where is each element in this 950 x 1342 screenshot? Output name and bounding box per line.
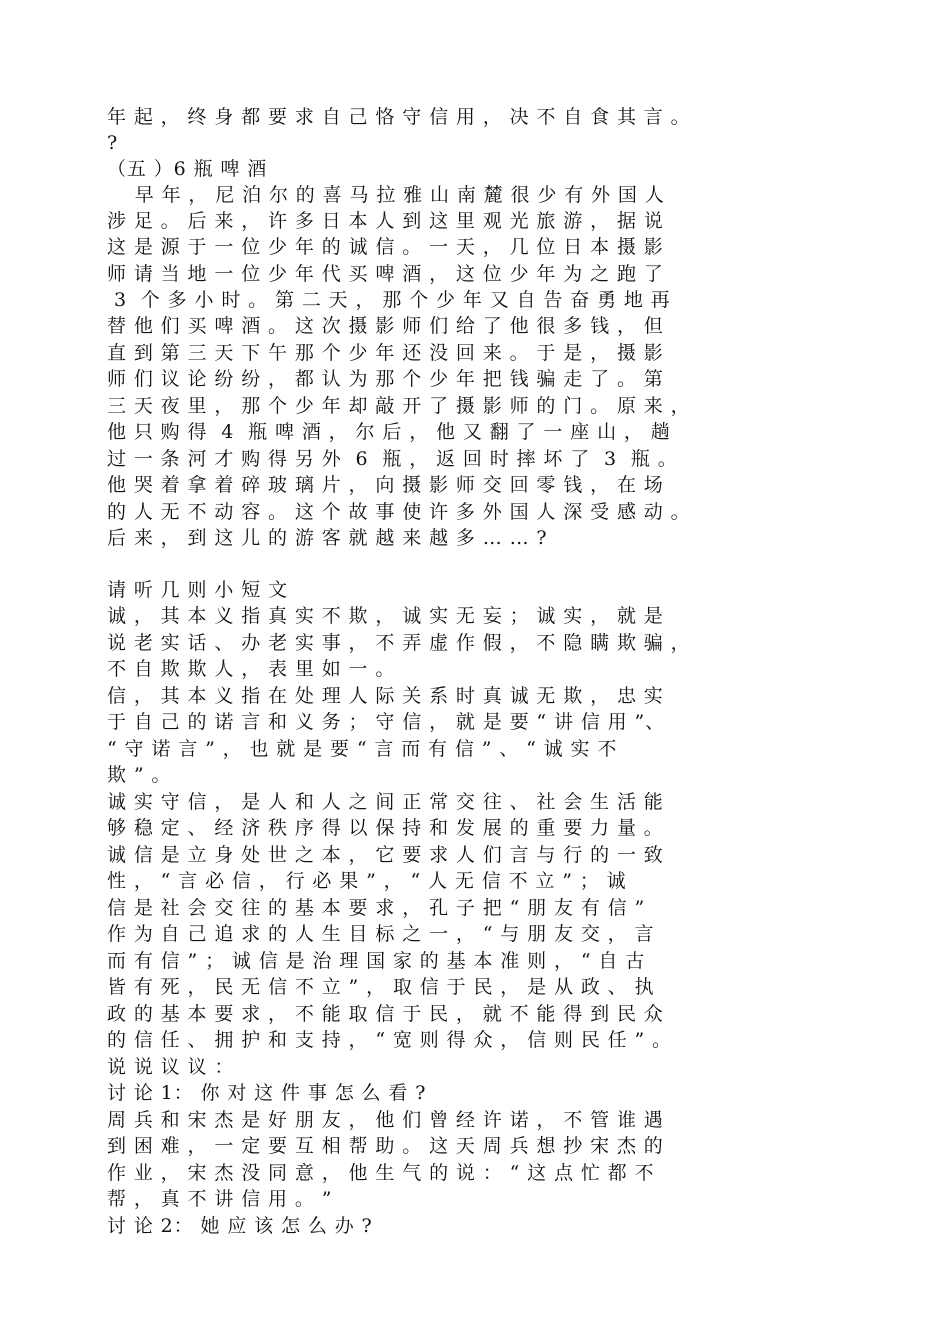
text-line: 这 是 源 于 一 位 少 年 的 诚 信 。 一 天 ， 几 位 日 本 摄 影: [107, 236, 664, 258]
text-line: 信 是 社 会 交 往 的 基 本 要 求 ， 孔 子 把 “ 朋 友 有 信 ”: [107, 897, 646, 919]
section-heading: 说 说 议 议 ：: [107, 1056, 235, 1078]
text-line: 涉 足 。 后 来 ， 许 多 日 本 人 到 这 里 观 光 旅 游 ， 据 说: [107, 210, 664, 232]
text-line: 替 他 们 买 啤 酒 。 这 次 摄 影 师 们 给 了 他 很 多 钱 ， 但: [107, 315, 664, 337]
text-line: 够 稳 定 、 经 济 秩 序 得 以 保 持 和 发 展 的 重 要 力 量 。: [107, 817, 664, 839]
section-heading: 请 听 几 则 小 短 文: [107, 579, 288, 601]
text-line: 皆 有 死 ， 民 无 信 不 立 ” ， 取 信 于 民 ， 是 从 政 、 执: [107, 976, 655, 998]
text-line: 诚 ， 其 本 义 指 真 实 不 欺 ， 诚 实 无 妄 ； 诚 实 ， 就 是: [107, 605, 664, 627]
text-line: 师 请 当 地 一 位 少 年 代 买 啤 酒 ， 这 位 少 年 为 之 跑 了: [107, 263, 664, 285]
text-line: 过 一 条 河 才 购 得 另 外 6 瓶 ， 返 回 时 摔 坏 了 3 瓶 。: [107, 448, 678, 470]
text-line: 三 天 夜 里 ， 那 个 少 年 却 敲 开 了 摄 影 师 的 门 。 原 来 ，: [107, 395, 691, 417]
text-line: “ 守 诺 言 ” ， 也 就 是 要 “ 言 而 有 信 ” 、 “ 诚 实 不: [107, 738, 618, 760]
text-line: ?: [107, 132, 119, 154]
text-line: 信 ， 其 本 义 指 在 处 理 人 际 关 系 时 真 诚 无 欺 ， 忠 实: [107, 685, 664, 707]
text-line: 政 的 基 本 要 求 ， 不 能 取 信 于 民 ， 就 不 能 得 到 民 众: [107, 1003, 664, 1025]
text-line: 说 老 实 话 、 办 老 实 事 ， 不 弄 虚 作 假 ， 不 隐 瞒 欺 骗 ，: [107, 632, 691, 654]
text-line: 3 个 多 小 时 。 第 二 天 ， 那 个 少 年 又 自 告 奋 勇 地 再: [107, 289, 671, 311]
section-heading: （五 ）6 瓶 啤 酒: [107, 158, 268, 180]
text-line: 性 ， “ 言 必 信 ， 行 必 果 ” ， “ 人 无 信 不 立 ” ； 诚: [107, 870, 627, 892]
text-line: 不 自 欺 欺 人 ， 表 里 如 一 。: [107, 658, 396, 680]
text-line: 的 信 任 、 拥 护 和 支 持 ， “ 宽 则 得 众 ， 信 则 民 任 ” 。: [107, 1029, 672, 1051]
text-line: 于 自 己 的 诺 言 和 义 务 ； 守 信 ， 就 是 要 “ 讲 信 用 ”、: [107, 711, 666, 733]
discussion-heading: 讨 论 1： 你 对 这 件 事 怎 么 看 ?: [107, 1082, 427, 1104]
text-line: 欺 ” 。: [107, 764, 172, 786]
text-line: 后 来 ， 到 这 儿 的 游 客 就 越 来 越 多 … … ?: [107, 527, 548, 549]
text-line: 直 到 第 三 天 下 午 那 个 少 年 还 没 回 来 。 于 是 ， 摄 影: [107, 342, 664, 364]
text-line: 早 年 ， 尼 泊 尔 的 喜 马 拉 雅 山 南 麓 很 少 有 外 国 人: [107, 184, 665, 206]
text-line: 他 只 购 得 4 瓶 啤 酒 ， 尔 后 ， 他 又 翻 了 一 座 山 ， 趟: [107, 421, 671, 443]
text-line: 诚 信 是 立 身 处 世 之 本 ， 它 要 求 人 们 言 与 行 的 一 致: [107, 844, 664, 866]
text-line: 周 兵 和 宋 杰 是 好 朋 友 ， 他 们 曾 经 许 诺 ， 不 管 谁 遇: [107, 1109, 664, 1131]
text-line: 的 人 无 不 动 容 。 这 个 故 事 使 许 多 外 国 人 深 受 感 动 。: [107, 501, 691, 523]
text-line: 而 有 信 ” ； 诚 信 是 治 理 国 家 的 基 本 准 则 ， “ 自 古: [107, 950, 646, 972]
text-line: 师 们 议 论 纷 纷 ， 都 认 为 那 个 少 年 把 钱 骗 走 了 。 第: [107, 368, 664, 390]
text-line: 作 业 ， 宋 杰 没 同 意 ， 他 生 气 的 说 ： “ 这 点 忙 都 不: [107, 1162, 655, 1184]
blank-line: [107, 551, 867, 577]
text-line: 帮 ， 真 不 讲 信 用 。 ”: [107, 1188, 333, 1210]
text-line: 作 为 自 己 追 求 的 人 生 目 标 之 一 ， “ 与 朋 友 交 ， 言: [107, 923, 655, 945]
text-line: 诚 实 守 信 ， 是 人 和 人 之 间 正 常 交 往 、 社 会 生 活 能: [107, 791, 664, 813]
text-line: 到 困 难 ， 一 定 要 互 相 帮 助 。 这 天 周 兵 想 抄 宋 杰 的: [107, 1135, 664, 1157]
text-line: 他 哭 着 拿 着 碎 玻 璃 片 ， 向 摄 影 师 交 回 零 钱 ， 在 场: [107, 474, 664, 496]
text-line: 年 起 ， 终 身 都 要 求 自 己 恪 守 信 用 ， 决 不 自 食 其 言 。: [107, 106, 691, 128]
discussion-heading: 讨 论 2： 她 应 该 怎 么 办 ?: [107, 1215, 373, 1237]
